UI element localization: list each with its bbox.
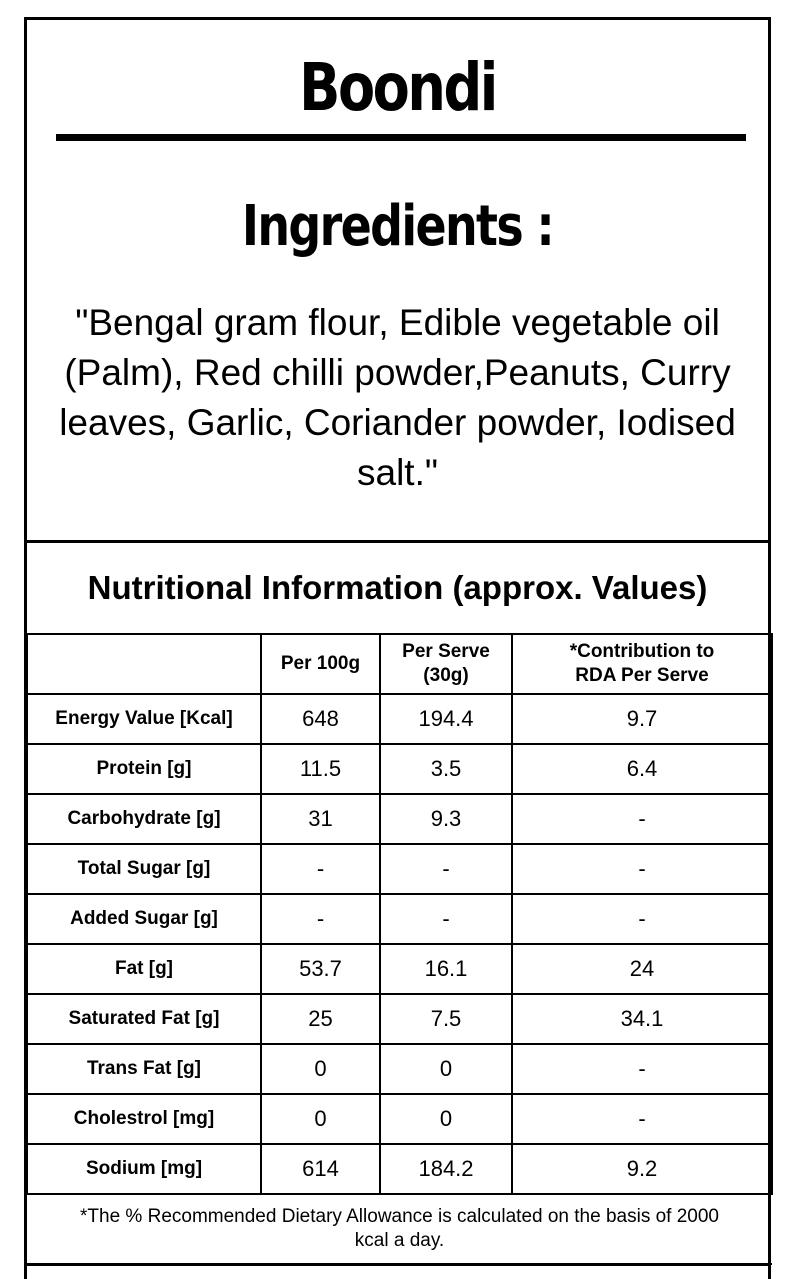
- row-rda: 6.4: [512, 744, 772, 794]
- header-section: [27, 20, 768, 542]
- table-row: [27, 994, 772, 1044]
- row-per100: 25: [261, 994, 380, 1044]
- row-label: Fat [g]: [27, 944, 261, 994]
- row-per100: 31: [261, 794, 380, 844]
- row-per100: 0: [261, 1094, 380, 1144]
- header-cell-perserve: [380, 634, 512, 694]
- row-perserve: 194.4: [380, 694, 512, 744]
- row-perserve: -: [380, 894, 512, 944]
- row-per100: 614: [261, 1144, 380, 1194]
- row-perserve: 0: [380, 1094, 512, 1144]
- bottom-rule: [27, 1264, 768, 1266]
- row-label: Trans Fat [g]: [27, 1044, 261, 1094]
- row-rda: -: [512, 844, 772, 894]
- row-label: Sodium [mg]: [27, 1144, 261, 1194]
- label-frame: [24, 17, 771, 1279]
- row-perserve: 9.3: [380, 794, 512, 844]
- row-label: Total Sugar [g]: [27, 844, 261, 894]
- ingredients-heading: Ingredients :: [241, 194, 554, 259]
- table-row: [27, 744, 772, 794]
- table-row: [27, 894, 772, 944]
- row-label: Energy Value [Kcal]: [27, 694, 261, 744]
- row-perserve: -: [380, 844, 512, 894]
- table-row: [27, 1094, 772, 1144]
- header-rda-text: *Contribution to RDA Per Serve: [569, 641, 715, 686]
- row-rda: -: [512, 794, 772, 844]
- table-row: [27, 844, 772, 894]
- row-perserve: 3.5: [380, 744, 512, 794]
- table-row: [27, 694, 772, 744]
- footnote-cell: [27, 1194, 772, 1264]
- nutrition-title: Nutritional Information (approx. Values): [87, 569, 708, 606]
- row-per100: 11.5: [261, 744, 380, 794]
- row-label: Cholestrol [mg]: [27, 1094, 261, 1144]
- table-row: [27, 1044, 772, 1094]
- row-per100: 648: [261, 694, 380, 744]
- table-row: [27, 944, 772, 994]
- table-header-row: [27, 634, 772, 694]
- header-cell-per100: Per 100g: [261, 634, 380, 694]
- ingredients-text: "Bengal gram flour, Edible vegetable oil (Palm), Red chilli powder,Peanuts, Curry leaves, Garlic, Coriander powder, Iodised salt.": [59, 302, 736, 493]
- row-perserve: 7.5: [380, 994, 512, 1044]
- rda-footnote: *The % Recommended Dietary Allowance is calculated on the basis of 2000 kcal a day.: [80, 1206, 719, 1251]
- product-title: Boondi: [299, 49, 496, 126]
- row-per100: 53.7: [261, 944, 380, 994]
- table-row: [27, 1144, 772, 1194]
- header-cell-rda: [512, 634, 772, 694]
- row-label: Added Sugar [g]: [27, 894, 261, 944]
- row-label: Saturated Fat [g]: [27, 994, 261, 1044]
- table-row: [27, 794, 772, 844]
- header-cell-label: [27, 634, 261, 694]
- row-rda: 9.7: [512, 694, 772, 744]
- row-rda: 34.1: [512, 994, 772, 1044]
- row-perserve: 0: [380, 1044, 512, 1094]
- row-rda: -: [512, 1044, 772, 1094]
- row-rda: -: [512, 894, 772, 944]
- row-label: Protein [g]: [27, 744, 261, 794]
- row-label: Carbohydrate [g]: [27, 794, 261, 844]
- row-per100: -: [261, 844, 380, 894]
- row-per100: 0: [261, 1044, 380, 1094]
- row-rda: 9.2: [512, 1144, 772, 1194]
- title-rule: [56, 134, 746, 141]
- section-divider: [27, 540, 768, 543]
- footnote-row: [27, 1194, 772, 1264]
- row-rda: 24: [512, 944, 772, 994]
- row-perserve: 184.2: [380, 1144, 512, 1194]
- header-perserve-text: Per Serve (30g): [402, 641, 490, 686]
- row-per100: -: [261, 894, 380, 944]
- row-rda: -: [512, 1094, 772, 1144]
- nutrition-table: [26, 633, 773, 1265]
- row-perserve: 16.1: [380, 944, 512, 994]
